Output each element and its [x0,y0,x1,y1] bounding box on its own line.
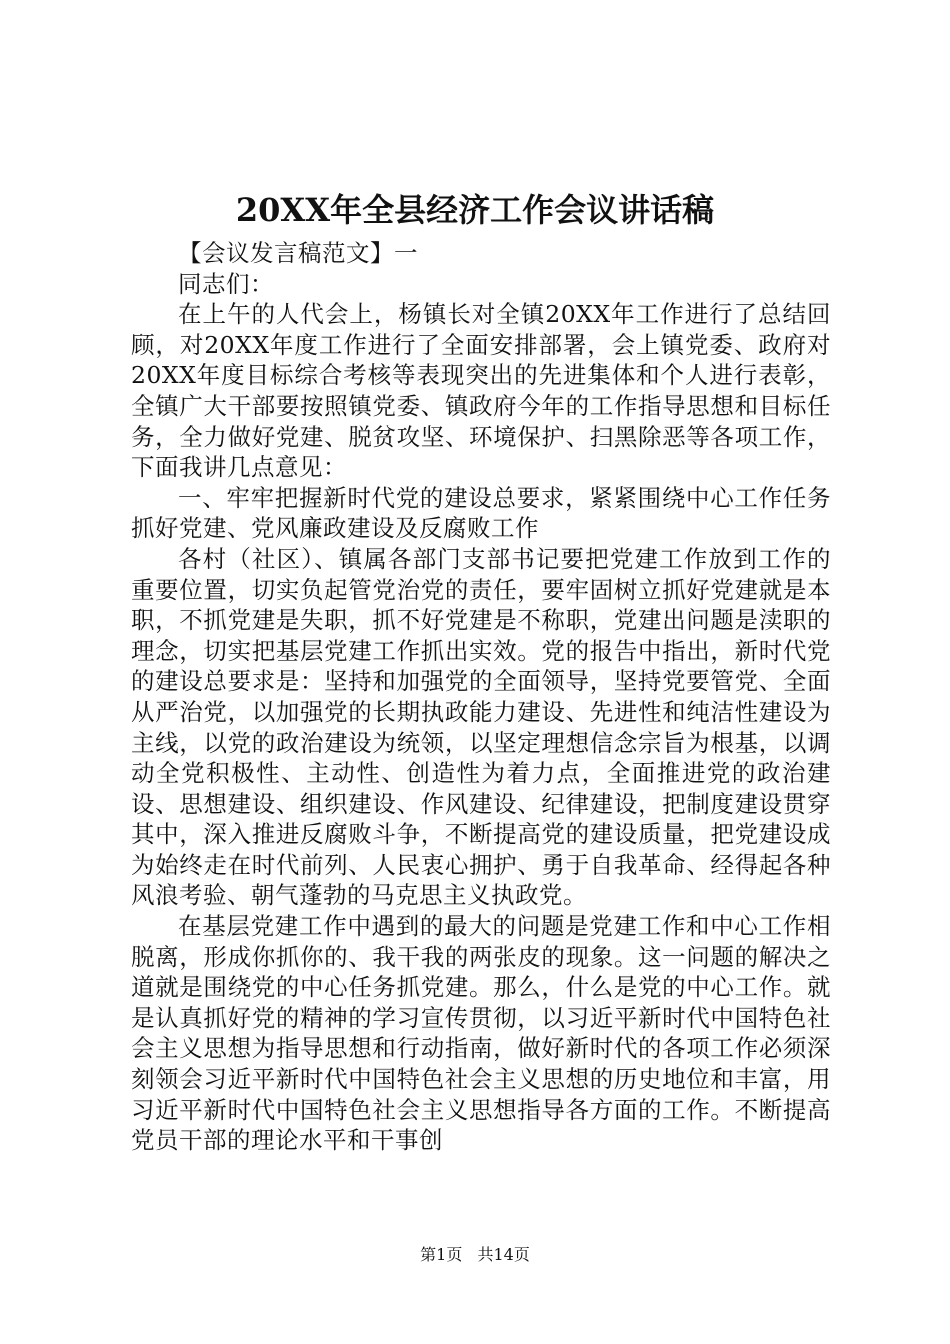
page-footer [0,1245,950,1265]
page-total: 共14页 [477,1245,530,1264]
paragraph-party-building: 各村（社区）、镇属各部门支部书记要把党建工作放到工作的重要位置，切实负起管党治党的责任，要牢固树立抓好党建就是本职，不抓党建是失职，抓不好党建是不称职，党建出问题是渎职的理念，切实把基层党建工作抓出实效。党的报告中指出，新时代党的建设总要求是：坚持和加强党的全面领导，坚持党要管党、全面从严治党，以加强党的长期执政能力建设、先进性和纯洁性建设为主线，以党的政治建设为统领，以坚定理想信念宗旨为根基，以调动全党积极性、主动性、创造性为着力点，全面推进党的政治建设、思想建设、组织建设、作风建设、纪律建设，把制度建设贯穿其中，深入推进反腐败斗争，不断提高党的建设质量，把党建设成为始终走在时代前列、人民衷心拥护、勇于自我革命、经得起各种风浪考验、朝气蓬勃的马克思主义执政党。 [131,544,831,910]
paragraph-section-heading: 一、牢牢把握新时代党的建设总要求，紧紧围绕中心工作任务抓好党建、党风廉政建设及反腐败工作 [131,483,831,543]
paragraph-heading-note: 【会议发言稿范文】一 [178,239,418,267]
paragraph-salutation: 同志们： [178,269,274,298]
paragraph-intro: 在上午的人代会上，杨镇长对全镇20XX年工作进行了总结回顾，对20XX年度工作进行了全面安排部署，会上镇党委、政府对20XX年度目标综合考核等表现突出的先进集体和个人进行表彰，全镇广大干部要按照镇党委、镇政府今年的工作指导思想和目标任务，全力做好党建、脱贫攻坚、环境保护、扫黑除恶等各项工作，下面我讲几点意见： [131,300,831,482]
document-title: 20XX年全县经济工作会议讲话稿 [235,191,715,229]
document-body [131,238,831,1156]
page-number: 第1页 [420,1245,463,1264]
paragraph-central-work: 在基层党建工作中遇到的最大的问题是党建工作和中心工作相脱离，形成你抓你的、我干我的两张皮的现象。这一问题的解决之道就是围绕党的中心任务抓党建。那么，什么是党的中心工作。就是认真抓好党的精神的学习宣传贯彻，以习近平新时代中国特色社会主义思想为指导思想和行动指南，做好新时代的各项工作必须深刻领会习近平新时代中国特色社会主义思想的历史地位和丰富，用习近平新时代中国特色社会主义思想指导各方面的工作。不断提高党员干部的理论水平和干事创 [131,912,831,1155]
